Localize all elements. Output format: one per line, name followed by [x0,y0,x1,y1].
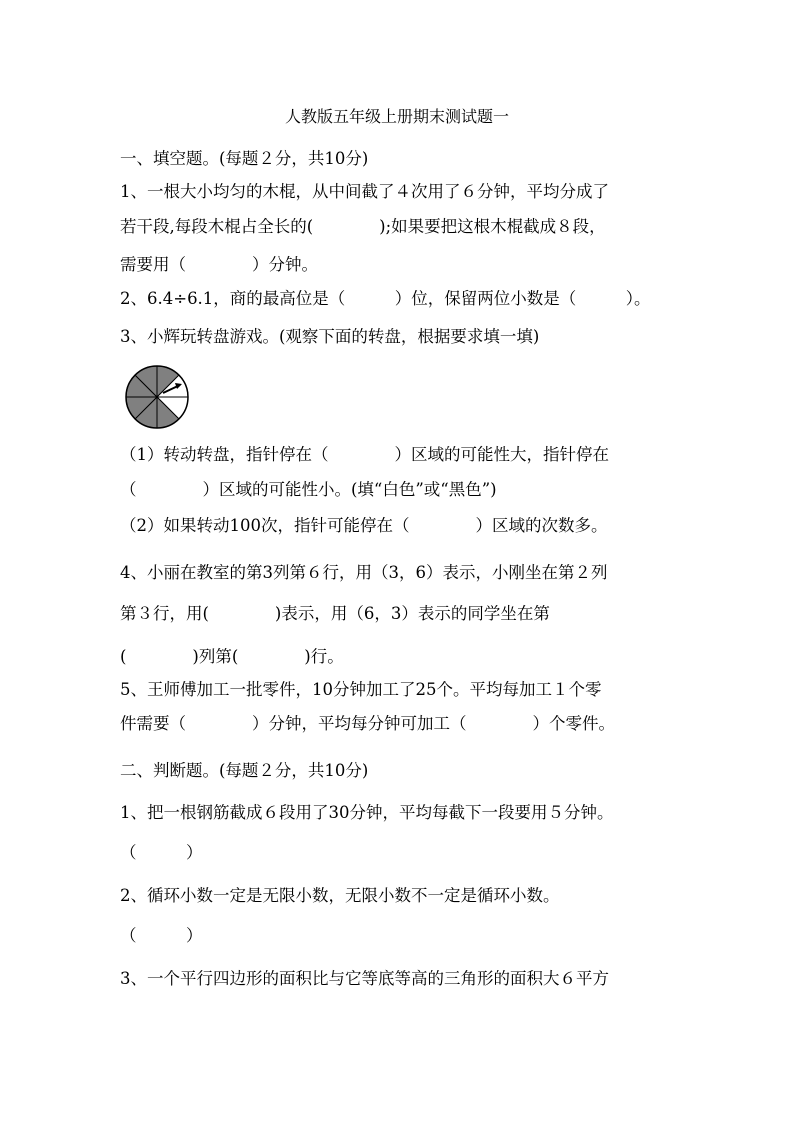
q5-line-2: 件需要（ ）分钟，平均每分钟可加工（ ）个零件。 [120,714,615,733]
judge-q2: 2、循环小数一定是无限小数，无限小数不一定是循环小数。 [120,886,560,905]
section-2-heading: 二、判断题。(每题２分，共10分) [120,761,369,780]
q3-part2-line: （2）如果转动100次，指针可能停在（ ）区域的次数多。 [120,516,608,535]
section-1-heading: 一、填空题。(每题２分，共10分) [120,149,369,168]
q3-part1-line-2: （ ）区域的可能性小。(填“白色”或“黑色”) [120,480,497,499]
judge-q1: 1、把一根钢筋截成６段用了30分钟，平均每截下一段要用５分钟。 [120,803,614,822]
q1-line-2: 若干段,每段木棍占全长的( );如果要把这根木棍截成８段， [120,217,606,236]
q1-line-1: 1、一根大小均匀的木棍，从中间截了４次用了６分钟，平均分成了 [120,182,609,201]
q3-stem: 3、小辉玩转盘游戏。(观察下面的转盘，根据要求填一填) [120,327,540,346]
judge-q2-blank: （ ） [120,926,203,945]
q5-line-1: 5、王师傅加工一批零件，10分钟加工了25个。平均每加工１个零 [120,680,602,699]
page-title: 人教版五年级上册期末测试题一 [284,107,509,126]
q1-line-3: 需要用（ ）分钟。 [120,255,318,274]
judge-q3: 3、一个平行四边形的面积比与它等底等高的三角形的面积大６平方 [120,969,609,988]
judge-q1-blank: （ ） [120,843,203,862]
q2-line: 2、6.4÷6.1，商的最高位是（ ）位，保留两位小数是（ ）。 [120,289,651,308]
spinner-wheel [124,364,190,430]
q4-line-1: 4、小丽在教室的第3列第６行，用（3，6）表示，小刚坐在第２列 [120,563,608,582]
q4-line-3: ( )列第( )行。 [120,647,344,666]
q4-line-2: 第３行，用( )表示，用（6，3）表示的同学坐在第 [120,604,550,623]
q3-part1-line-1: （1）转动转盘，指针停在（ ）区域的可能性大，指针停在 [120,445,609,464]
